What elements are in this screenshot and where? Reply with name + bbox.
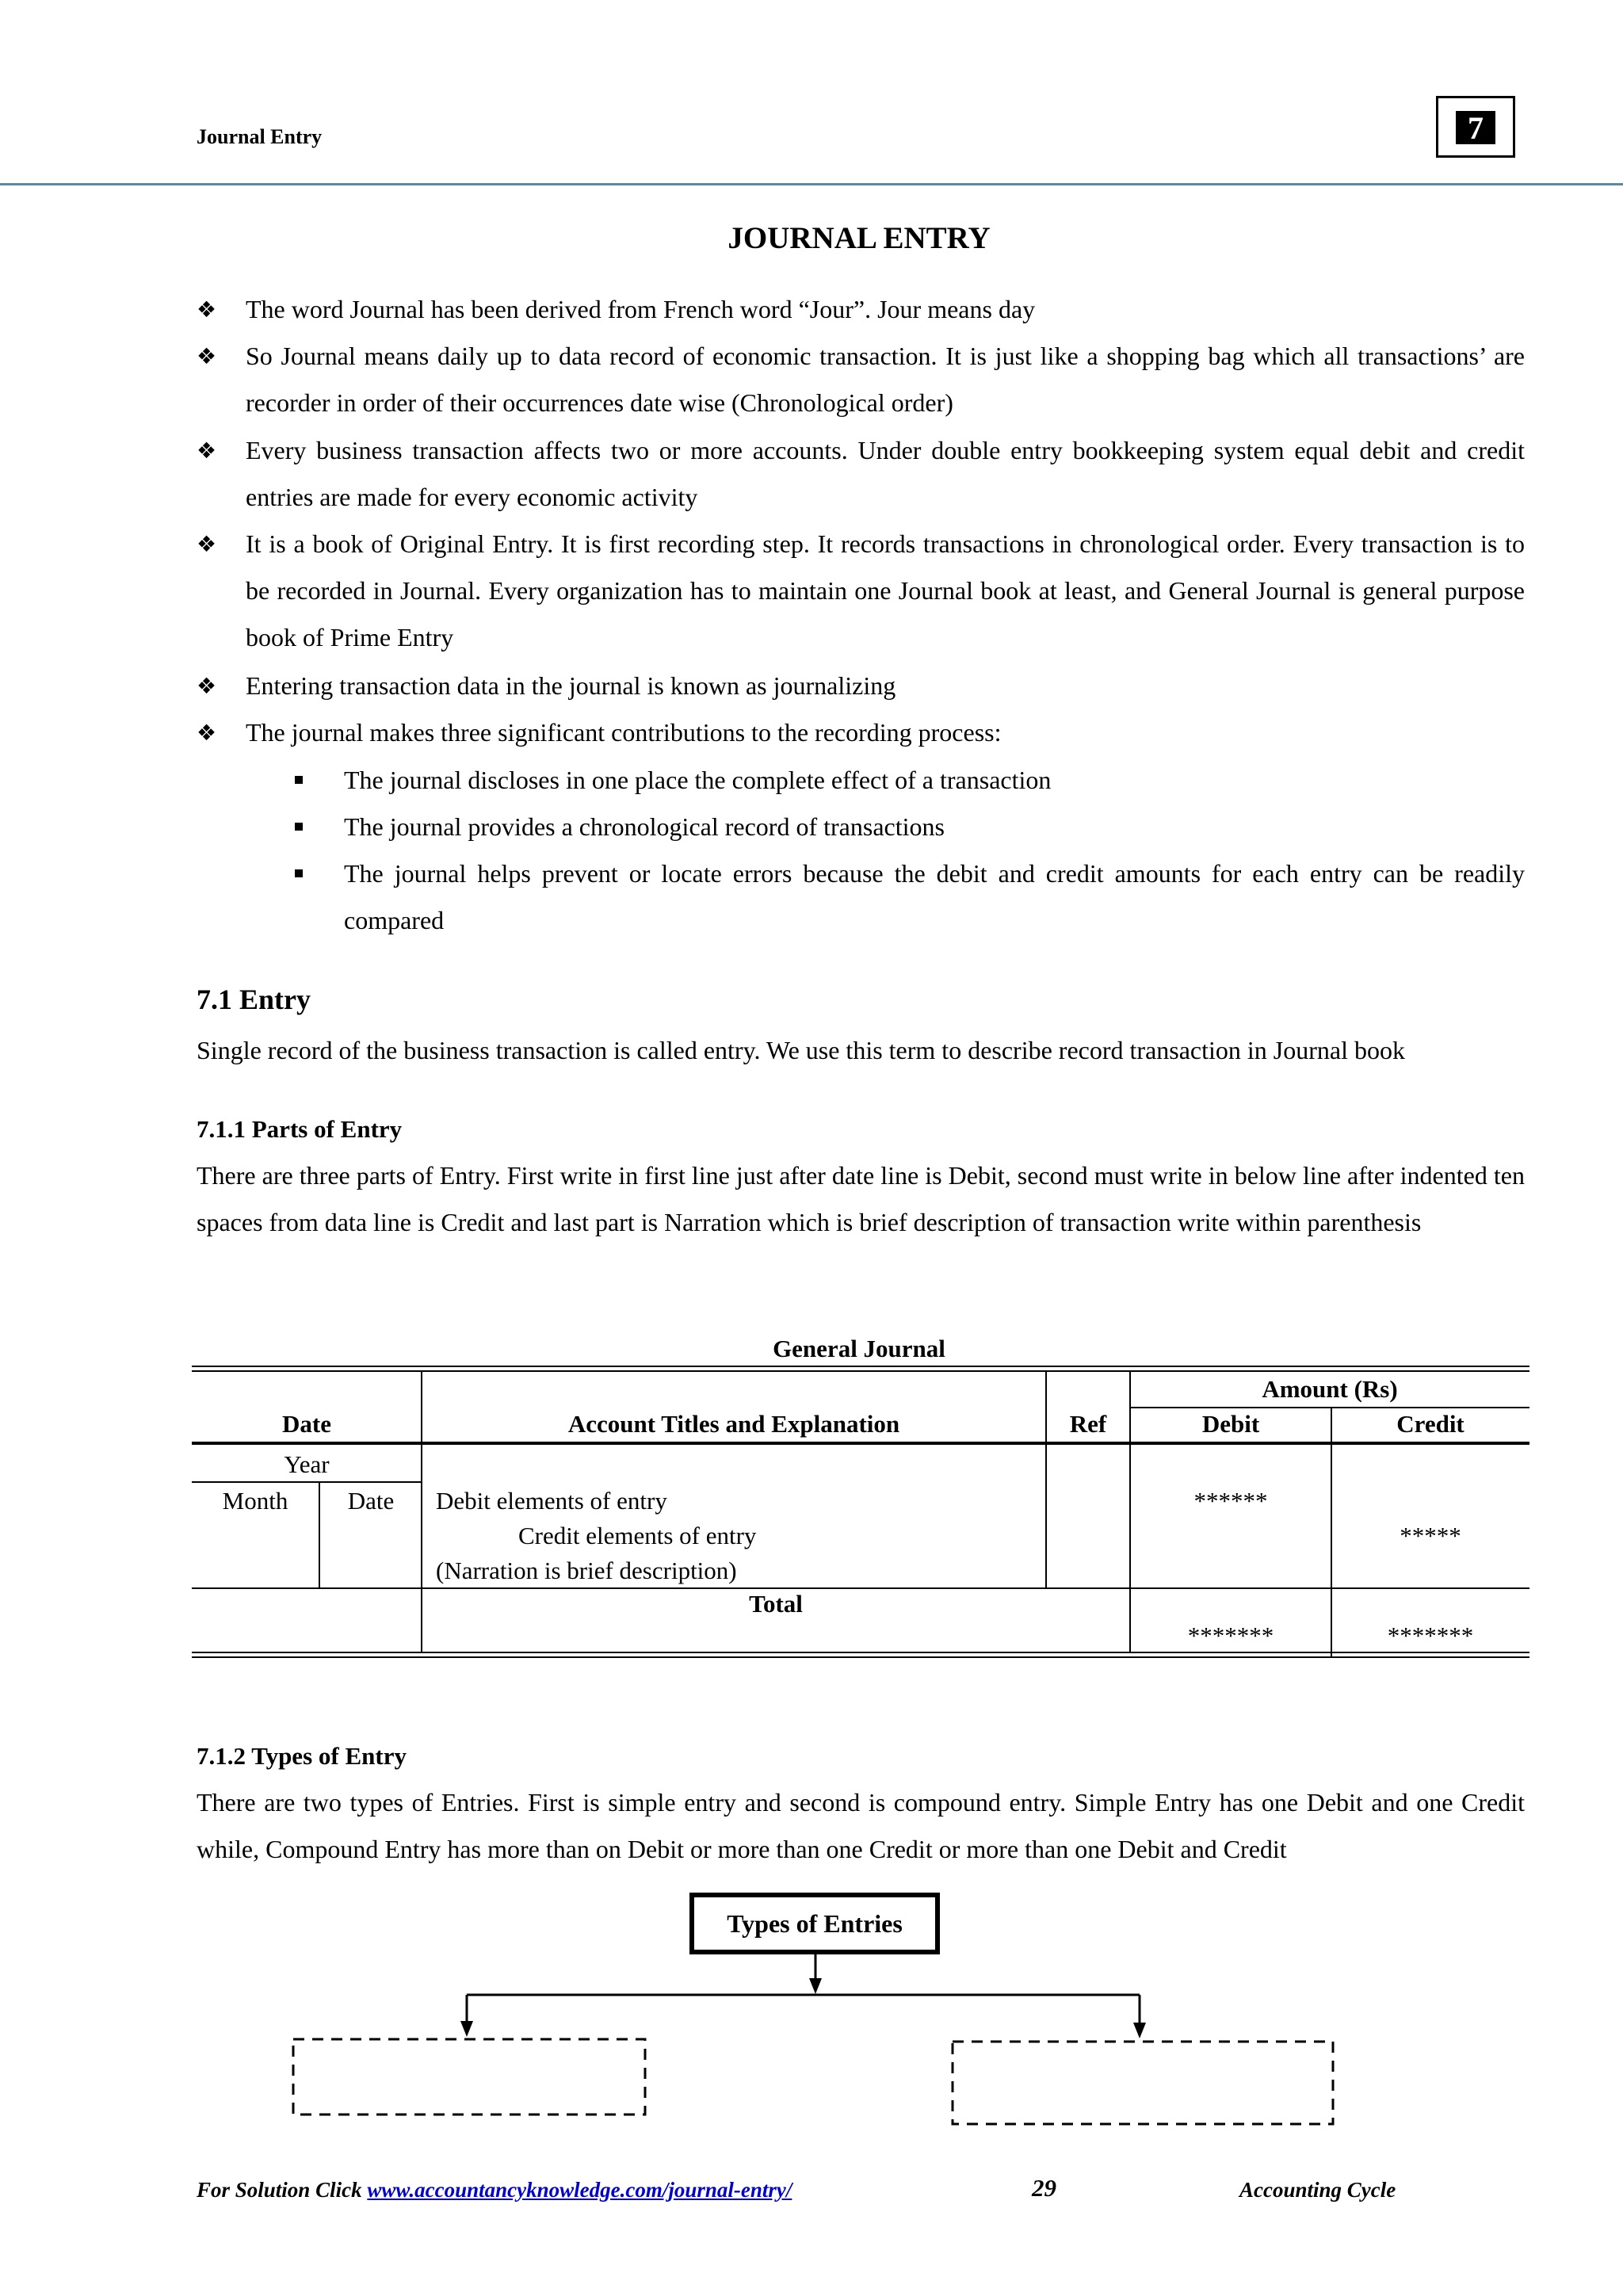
debit-value: ****** bbox=[1193, 1487, 1268, 1515]
bullet-text: The word Journal has been derived from French word “Jour”. Jour means day bbox=[246, 295, 1036, 323]
diamond-bullet-icon: ❖ bbox=[197, 720, 217, 746]
section-heading-7-1-2: 7.1.2 Types of Entry bbox=[197, 1742, 407, 1770]
sub-bullet-text: The journal provides a chronological record of transactions bbox=[344, 812, 945, 841]
account-header: Account Titles and Explanation bbox=[567, 1410, 900, 1438]
section-heading-7-1: 7.1 Entry bbox=[197, 984, 311, 1015]
total-label: Total bbox=[749, 1590, 803, 1618]
down-arrow-icon bbox=[809, 1954, 822, 1994]
bullet-text: Every business transaction affects two or more accounts. Under double entry bookkeeping system equal debit and credit entries are made for every economic activity bbox=[246, 436, 1525, 511]
table-caption: General Journal bbox=[773, 1335, 945, 1362]
debit-header: Debit bbox=[1201, 1410, 1260, 1438]
section-7-1-2-text: There are two types of Entries. First is simple entry and second is compound entry. Simple Entry has one Debit and one Credit while, Compound Entry has more than on Debit or more than one Credit or more than one Debit and Credit bbox=[197, 1788, 1525, 1863]
types-of-entries-box: Types of Entries bbox=[689, 1893, 940, 1954]
book-title: Accounting Cycle bbox=[1239, 2178, 1396, 2202]
simple-entry-placeholder-box bbox=[293, 2039, 645, 2115]
year-label: Year bbox=[284, 1450, 330, 1478]
diamond-bullet-icon: ❖ bbox=[197, 437, 217, 464]
page-number: 29 bbox=[1032, 2174, 1056, 2202]
bullet-text: The journal makes three significant contributions to the recording process: bbox=[246, 718, 1002, 747]
footer-solution-link bbox=[197, 2178, 792, 2202]
credit-header: Credit bbox=[1396, 1410, 1465, 1438]
ref-header: Ref bbox=[1069, 1410, 1107, 1438]
amount-header: Amount (Rs) bbox=[1262, 1375, 1398, 1403]
section-7-1-text: Single record of the business transaction is called entry. We use this term to describe record transaction in Journal book bbox=[197, 1036, 1405, 1064]
page-title: JOURNAL ENTRY bbox=[727, 221, 991, 255]
diamond-bullet-icon: ❖ bbox=[197, 343, 217, 369]
running-title: Journal Entry bbox=[197, 125, 323, 148]
bullet-text: It is a book of Original Entry. It is first recording step. It records transactions in chronological order. Every transaction is to be recorded in Journal. Every organization has to maintain one Journal book at least, and General Journal is general purpose book of Prime Entry bbox=[246, 529, 1525, 651]
section-heading-7-1-1: 7.1.1 Parts of Entry bbox=[197, 1115, 403, 1143]
left-arrow-icon bbox=[460, 1995, 473, 2037]
diamond-bullet-icon: ❖ bbox=[197, 673, 217, 699]
credit-line: Credit elements of entry bbox=[518, 1522, 757, 1549]
date-label: Date bbox=[347, 1487, 395, 1515]
bullet-text: Entering transaction data in the journal is known as journalizing bbox=[246, 671, 896, 700]
section-7-1-1-text: There are three parts of Entry. First write in first line just after date line is Debit, second must write in below line after indented ten spaces from data line is Credit and last part is Narration which is brief description of transaction write within parenthesis bbox=[197, 1161, 1525, 1236]
right-arrow-icon bbox=[1133, 1995, 1146, 2038]
narration-line: (Narration is brief description) bbox=[436, 1557, 737, 1584]
total-credit: ******* bbox=[1387, 1622, 1474, 1649]
credit-value: ***** bbox=[1400, 1522, 1461, 1549]
sub-bullet-text: The journal discloses in one place the complete effect of a transaction bbox=[344, 766, 1052, 794]
diamond-bullet-icon: ❖ bbox=[197, 531, 217, 557]
date-header: Date bbox=[282, 1410, 331, 1438]
solution-link[interactable]: www.accountancyknowledge.com/journal-entry/ bbox=[367, 2178, 792, 2202]
chapter-number: 7 bbox=[1456, 111, 1495, 144]
month-label: Month bbox=[222, 1487, 288, 1515]
compound-entry-placeholder-box bbox=[953, 2042, 1333, 2124]
total-debit: ******* bbox=[1187, 1622, 1274, 1649]
debit-line: Debit elements of entry bbox=[436, 1487, 667, 1515]
sub-bullet-text: The journal helps prevent or locate errors because the debit and credit amounts for each entry can be readily compared bbox=[344, 859, 1525, 934]
footer-prefix: For Solution Click bbox=[197, 2178, 362, 2202]
bullet-text: So Journal means daily up to data record of economic transaction. It is just like a shopping bag which all transactions’ are recorder in order of their occurrences date wise (Chronological order) bbox=[246, 342, 1525, 417]
diamond-bullet-icon: ❖ bbox=[197, 296, 217, 323]
